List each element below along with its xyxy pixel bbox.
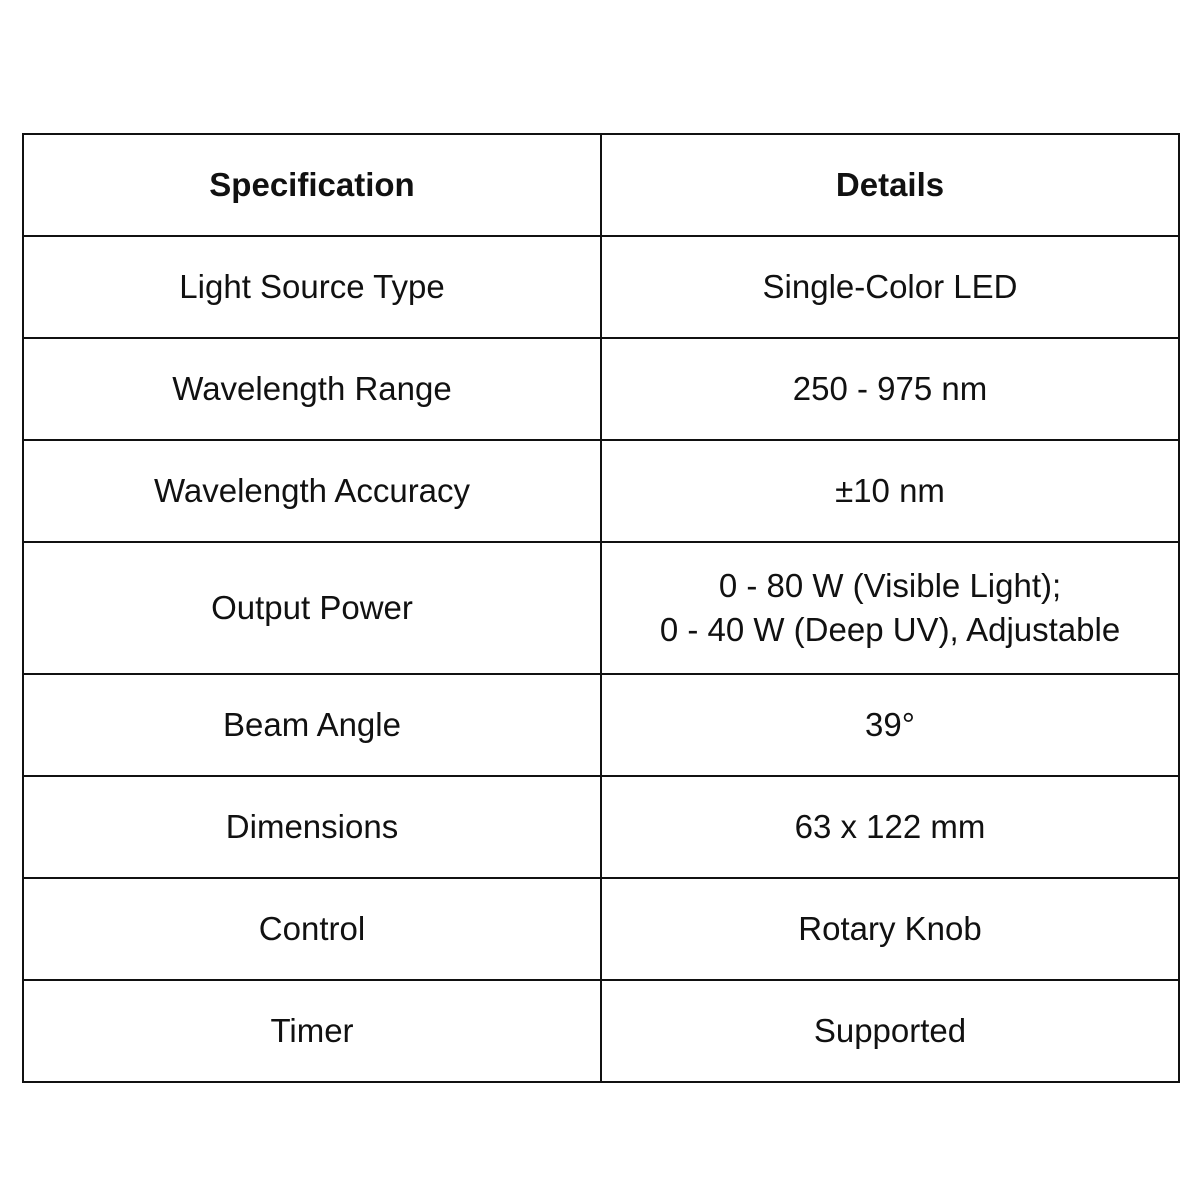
spec-detail-cell <box>601 338 1179 440</box>
spec-name-cell: Control <box>23 878 601 980</box>
spec-detail-cell <box>601 236 1179 338</box>
detail-line: Rotary Knob <box>798 910 982 947</box>
detail-line: 250 - 975 nm <box>792 370 988 407</box>
spec-detail-cell <box>601 542 1179 674</box>
column-header-details: Details <box>601 134 1179 236</box>
spec-detail-cell <box>601 674 1179 776</box>
spec-name-cell: Dimensions <box>23 776 601 878</box>
spec-name-cell: Beam Angle <box>23 674 601 776</box>
table-row <box>23 236 1179 338</box>
table-row <box>23 440 1179 542</box>
column-header-specification: Specification <box>23 134 601 236</box>
detail-line: 63 x 122 mm <box>794 808 986 845</box>
detail-line: Supported <box>813 1012 967 1049</box>
table-row <box>23 980 1179 1082</box>
detail-line: ±10 nm <box>835 472 945 509</box>
table-header-row <box>23 134 1179 236</box>
spec-name-cell: Wavelength Accuracy <box>23 440 601 542</box>
spec-name-cell: Timer <box>23 980 601 1082</box>
table-row <box>23 878 1179 980</box>
spec-name-cell: Wavelength Range <box>23 338 601 440</box>
detail-line: 39° <box>865 706 915 743</box>
spec-name-cell: Output Power <box>23 542 601 674</box>
detail-line: 0 - 80 W (Visible Light); <box>718 567 1062 604</box>
detail-line: Single-Color LED <box>762 268 1018 305</box>
spec-detail-cell <box>601 878 1179 980</box>
spec-detail-cell <box>601 440 1179 542</box>
table-row <box>23 776 1179 878</box>
table-row <box>23 338 1179 440</box>
table-row <box>23 674 1179 776</box>
spec-detail-cell <box>601 980 1179 1082</box>
spec-detail-cell <box>601 776 1179 878</box>
spec-name-cell: Light Source Type <box>23 236 601 338</box>
detail-line: 0 - 40 W (Deep UV), Adjustable <box>659 611 1121 648</box>
specification-table <box>22 133 1180 1083</box>
table-row <box>23 542 1179 674</box>
